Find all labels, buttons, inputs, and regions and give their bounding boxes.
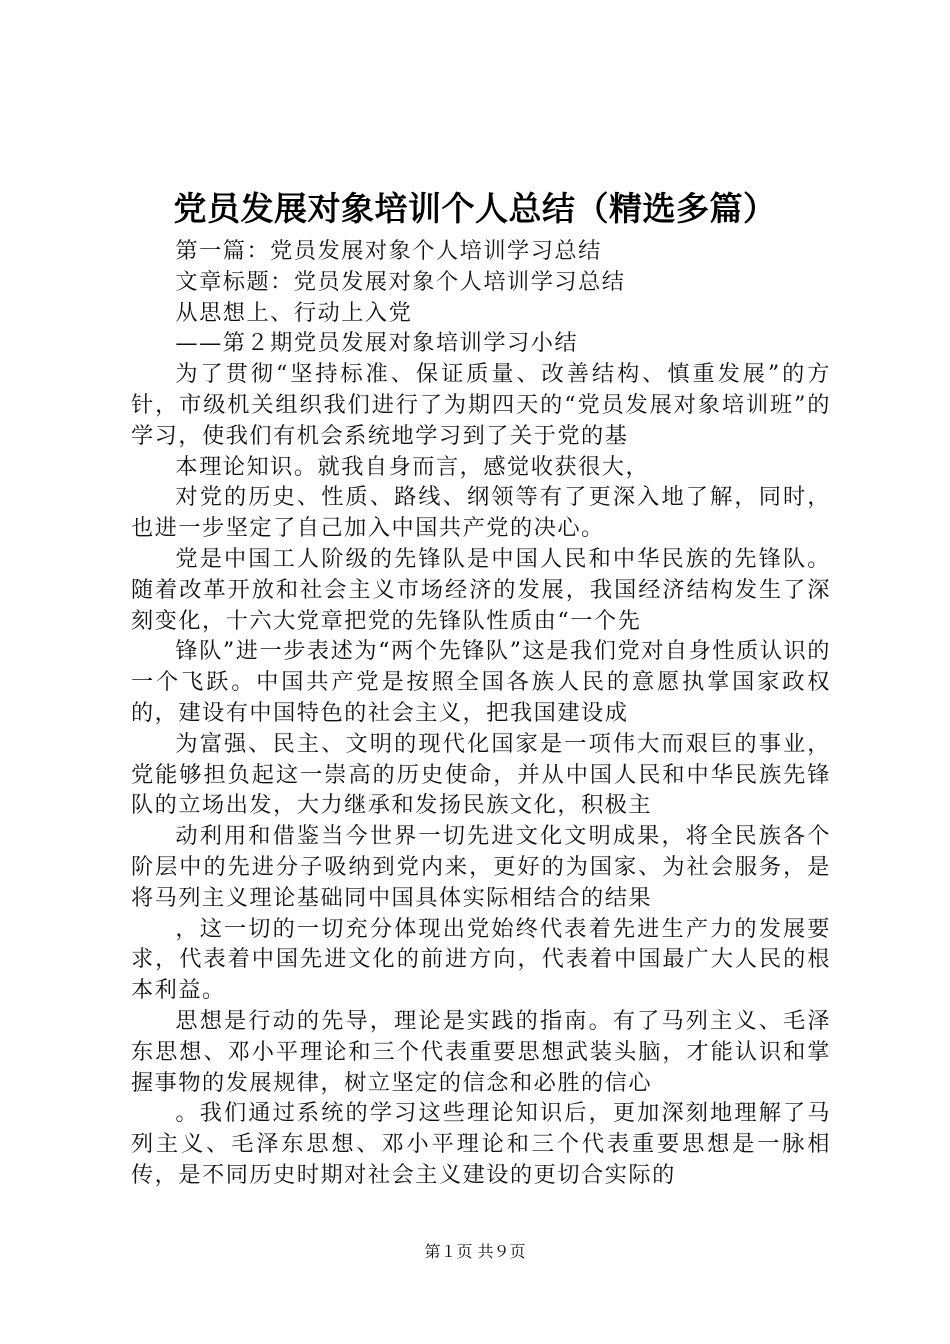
paragraph: 思想是行动的先导，理论是实践的指南。有了马列主义、毛泽东思想、邓小平理论和三个代表重要思想武装头脑，才能认识和掌握事物的发展规律，树立坚定的信念和必胜的信心 [131, 1007, 831, 1096]
paragraph: 从思想上、行动上入党 [175, 299, 413, 326]
paragraph: 第一篇：党员发展对象个人培训学习总结 [175, 238, 602, 264]
paragraph: 。我们通过系统的学习这些理论知识后，更加深刻地理解了马列主义、毛泽东思想、邓小平理论和三个代表重要思想是一脉相传，是不同历史时期对社会主义建设的更切合实际的 [131, 1100, 831, 1188]
paragraph: ——第２期党员发展对象培训学习小结 [175, 330, 579, 357]
page-footer: 第１页 共９页 [424, 1242, 526, 1261]
document-body [131, 236, 831, 1191]
paragraph: 锋队”进一步表述为“两个先锋队”这是我们党对自身性质认识的一个飞跃。中国共产党是按照全国各族人民的意愿执掌国家政权的，建设有中国特色的社会主义，把我国建设成 [131, 638, 831, 726]
paragraph: 文章标题：党员发展对象个人培训学习总结 [175, 268, 626, 295]
paragraph: 为富强、民主、文明的现代化国家是一项伟大而艰巨的事业，党能够担负起这一崇高的历史使命，并从中国人民和中华民族先锋队的立场出发，大力继承和发扬民族文化，积极主 [131, 730, 831, 819]
paragraph: 为了贯彻“坚持标准、保证质量、改善结构、慎重发展”的方针，市级机关组织我们进行了为期四天的“党员发展对象培训班”的学习，使我们有机会系统地学习到了关于党的基 [131, 361, 831, 449]
paragraph: ，这一切的一切充分体现出党始终代表着先进生产力的发展要求，代表着中国先进文化的前进方向，代表着中国最广大人民的根本利益。 [131, 915, 831, 1004]
paragraph: 动利用和借鉴当今世界一切先进文化文明成果，将全民族各个阶层中的先进分子吸纳到党内来，更好的为国家、为社会服务，是将马列主义理论基础同中国具体实际相结合的结果 [131, 823, 831, 911]
paragraph: 对党的历史、性质、路线、纲领等有了更深入地了解，同时，也进一步坚定了自己加入中国共产党的决心。 [131, 484, 831, 542]
paragraph: 党是中国工人阶级的先锋队是中国人民和中华民族的先锋队。随着改革开放和社会主义市场经济的发展，我国经济结构发生了深刻变化，十六大党章把党的先锋队性质由“一个先 [131, 545, 831, 634]
paragraph: 本理论知识。就我自身而言，感觉收获很大， [175, 453, 650, 480]
document-title: 党员发展对象培训个人总结（精选多篇） [173, 189, 777, 228]
